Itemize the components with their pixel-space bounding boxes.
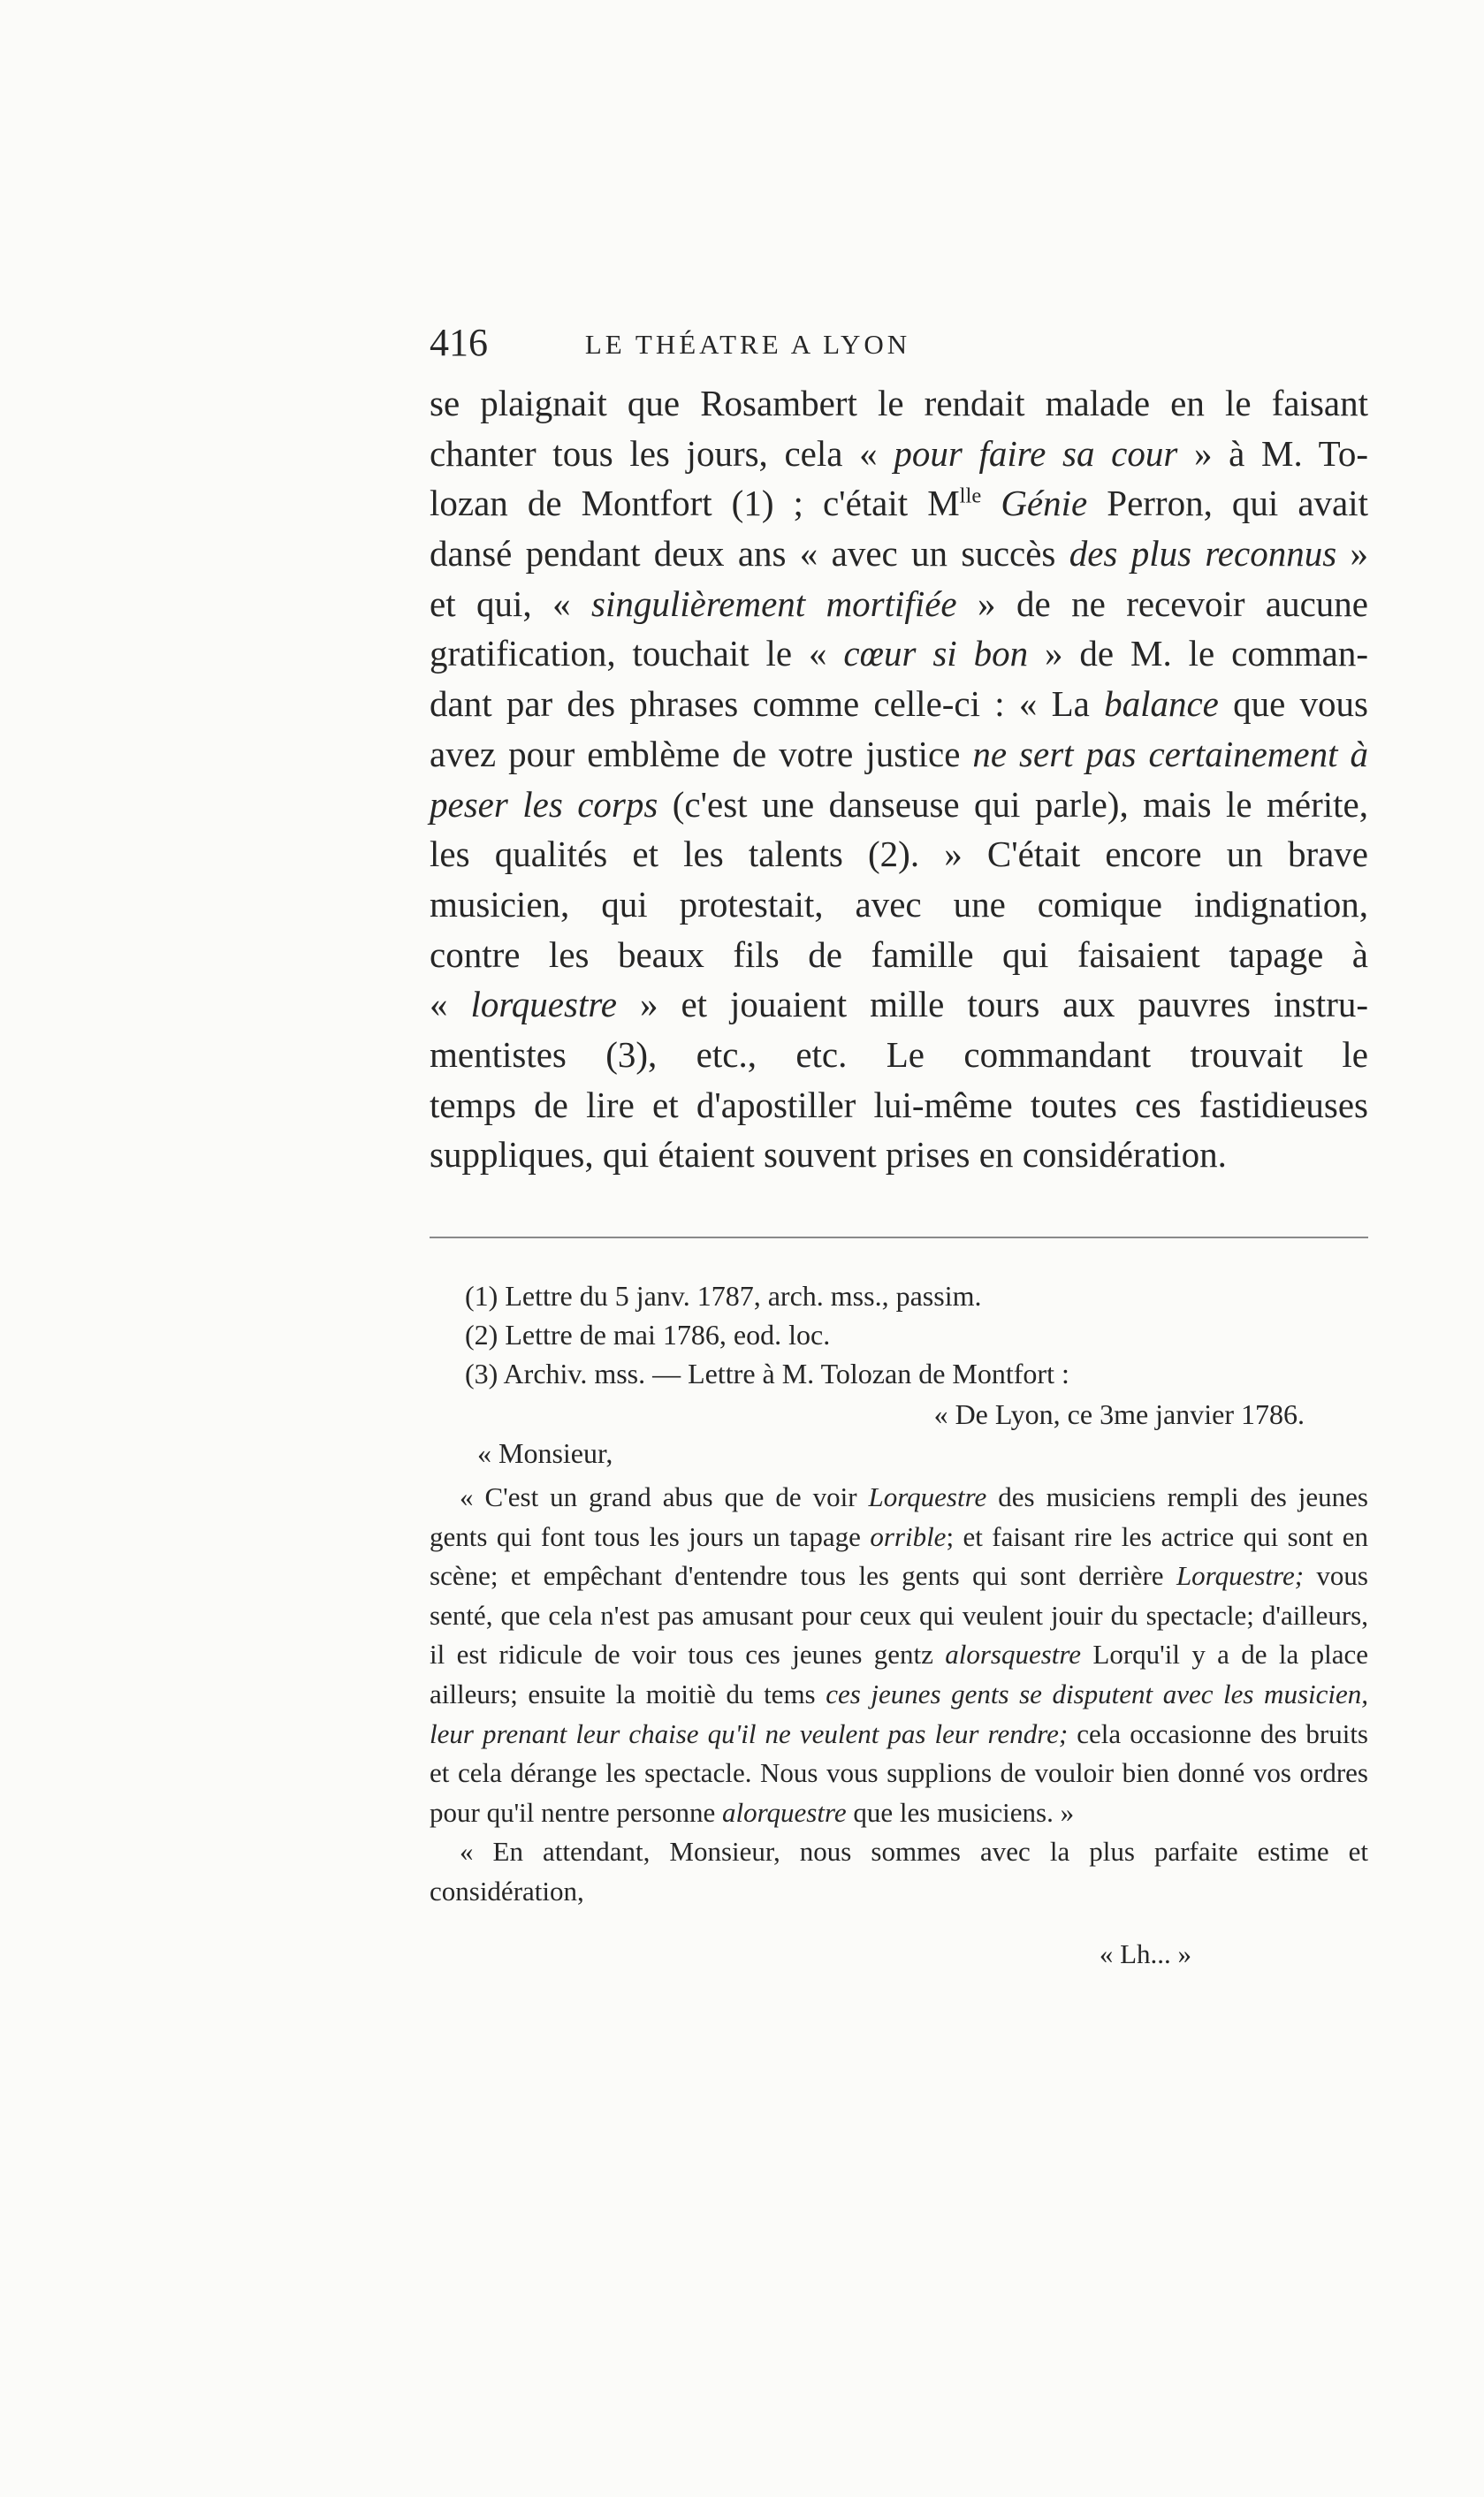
page-number: 416	[430, 321, 488, 364]
running-title: LE THÉATRE A LYON	[584, 329, 911, 360]
text-line: temps de lire et d'apostiller lui-même toutes ces fastidieuses	[430, 1084, 1368, 1125]
letter-body	[430, 1478, 1368, 1912]
text-line: peser les corps (c'est une danseuse qui parle), mais le mérite,	[430, 783, 1368, 825]
text-line: mentistes (3), etc., etc. Le commandant trouvait le	[430, 1033, 1368, 1075]
text-line: contre les beaux fils de famille qui faisaient tapage à	[430, 933, 1368, 975]
text-line: dant par des phrases comme celle-ci : « La balance que vous	[430, 683, 1369, 725]
text-line: les qualités et les talents (2). » C'était encore un brave	[430, 834, 1368, 875]
letter-salutation: « Monsieur,	[477, 1437, 613, 1469]
text-line: « lorquestre » et jouaient mille tours aux pauvres instru-	[430, 984, 1368, 1025]
footnote-2: (2) Lettre de mai 1786, eod. loc.	[465, 1319, 831, 1351]
text-line: gratification, touchait le « cœur si bon » de M. le comman-	[430, 633, 1368, 674]
text-line: se plaignait que Rosambert le rendait malade en le faisant	[430, 383, 1368, 423]
letter-paragraph: « C'est un grand abus que de voir Lorquestre des musiciens rempli des jeunes gents qui font tous les jours un tapage orrible; et faisant rire les actrice qui sont en scène; et empêchant d'entendre tous les gents qui sont derrière Lorquestre; vous senté, que cela n'est pas amusant pour ceux qui veulent jouir du spectacle; d'ailleurs, il est ridicule de voir tous ces jeunes gentz alorsquestre Lorqu'il y a de la place ailleurs; ensuite la moitiè du tems ces jeunes gents se disputent avec les musicien, leur prenant leur chaise qu'il ne veulent pas leur rendre; cela occasionne des bruits et cela dérange les spectacle. Nous vous supplions de vouloir bien donné vos ordres pour qu'il nentre personne alorquestre que les musiciens. »	[430, 1481, 1368, 1828]
text-line: chanter tous les jours, cela « pour faire sa cour » à M. To-	[430, 432, 1369, 474]
footnote-3: (3) Archiv. mss. — Lettre à M. Tolozan de Montfort :	[465, 1358, 1069, 1389]
main-text	[430, 378, 1368, 1180]
footnotes	[430, 1276, 1368, 1974]
letter-dateline: « De Lyon, ce 3me janvier 1786.	[933, 1398, 1305, 1430]
letter-closing: « En attendant, Monsieur, nous sommes avec la plus parfaite estime et considération,	[430, 1836, 1368, 1907]
text-line: suppliques, qui étaient souvent prises en considération.	[430, 1134, 1227, 1176]
text-line: avez pour emblème de votre justice ne sert pas certainement à	[430, 733, 1368, 774]
footnote-divider	[430, 1237, 1368, 1238]
text-line: et qui, « singulièrement mortifiée » de ne recevoir aucune	[430, 582, 1368, 624]
letter-signature: « Lh... »	[1099, 1937, 1191, 1969]
text-line: dansé pendant deux ans « avec un succès des plus reconnus »	[430, 533, 1368, 575]
text-line: musicien, qui protestait, avec une comique indignation,	[430, 883, 1368, 925]
footnote-1: (1) Lettre du 5 janv. 1787, arch. mss., passim.	[465, 1280, 982, 1312]
page-header	[430, 320, 1066, 373]
text-line: lozan de Montfort (1) ; c'était $M^{lle}$ Génie Perron, qui avait	[430, 483, 1368, 524]
